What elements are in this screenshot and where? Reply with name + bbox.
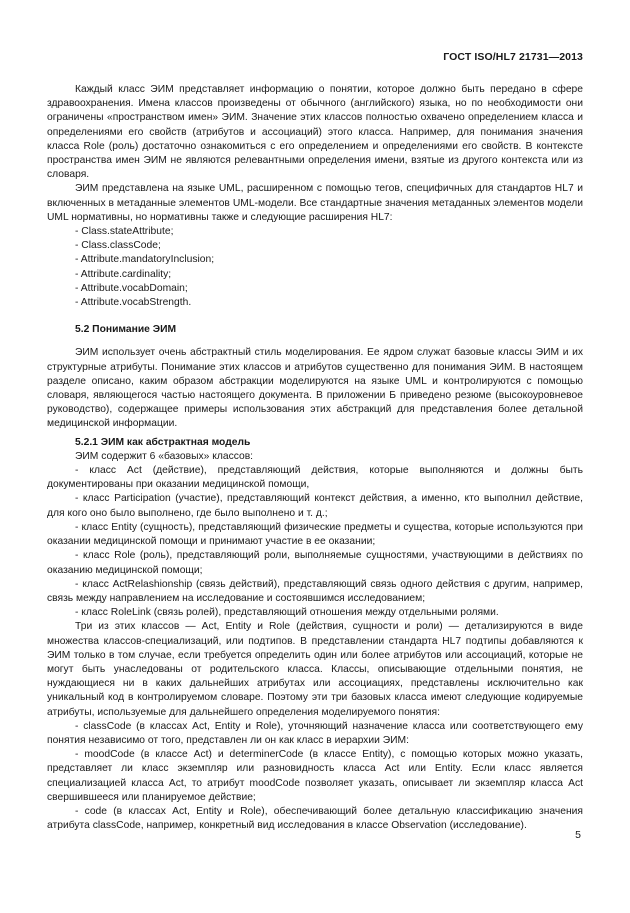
paragraph-subtypes: Три из этих классов — Act, Entity и Role (действия, сущности и роли) — детализируются в виде множества классов-специализаций, или подтипов. В представлении стандарта HL7 подтипы добавляются к ЭИМ только в том случае, если требуется определить один или более атрибутов или ассоциаций, которые не могут быть унаследованы от родительского класса. Классы, описывающие отдельными понятия, не нуждающиеся ни в каких дальнейших атрибутах или ассоциациях, представлены исключительно как уникальный код в контролируемом словаре. Поэтому эти три базовых класса имеют следующие кодируемые атрибуты, используемые для дальнейшего определения моделируемого понятия:: [47, 621, 583, 718]
list-item: - класс ActRelashionship (связь действий), представляющий связь одного действия с другим, например, связь между направлением на исследование и состоявшимся исследованием;: [47, 578, 583, 604]
list-item: - Class.stateAttribute;: [75, 226, 174, 238]
list-item: - Attribute.vocabStrength.: [75, 297, 192, 309]
list-item: - code (в классах Act, Entity и Role), обеспечивающий более детальную классификацию значения атрибута classCode, например, конкретный вид исследования в классе Observation (исследование).: [47, 805, 583, 832]
standard-header: ГОСТ ISO/HL7 21731—2013: [443, 51, 583, 63]
list-item: - класс RoleLink (связь ролей), представляющий отношения между отдельными ролями.: [75, 607, 499, 619]
paragraph-uml: ЭИМ представлена на языке UML, расширенном с помощью тегов, специфичных для стандартов HL7 и включенных в метаданные элементов UML-модели. Все стандартные значения метаданных элементов модели UML нормативны, но нормативны также и следующие расширения HL7:: [47, 183, 583, 223]
list-item: - класс Entity (сущность), представляющий физические предметы и существа, которые используются при оказании медицинской помощи и принимают участие в ее оказании;: [47, 521, 583, 548]
section-heading-5-2-1: 5.2.1 ЭИМ как абстрактная модель: [75, 436, 251, 448]
list-item: - classCode (в классах Act, Entity и Role), уточняющий назначение класса или соответствующего ему понятия независимо от того, представлен ли он как класс в иерархии ЭИМ:: [47, 720, 583, 746]
list-item: - Attribute.cardinality;: [75, 268, 172, 280]
list-item: - класс Participation (участие), представляющий контекст действия, а именно, кто выполнил действие, для кого оно было выполнено, где было выполнено и т. д.;: [47, 493, 583, 519]
list-item: - Attribute.mandatoryInclusion;: [75, 254, 215, 266]
paragraph-base-classes: ЭИМ содержит 6 «базовых» классов:: [75, 450, 254, 462]
list-item: - класс Role (роль), представляющий роли, выполняемые сущностями, участвующими в действиях по оказанию медицинской помощи;: [47, 550, 583, 576]
page-content: [47, 83, 583, 833]
list-item: - Class.classCode;: [75, 240, 161, 252]
paragraph-classes-intro: Каждый класс ЭИМ представляет информацию о понятии, которое должно быть передано в сфере здравоохранения. Имена классов произведены от обычного (английского) языка, но по необходимости они ограничены «пространством имен» ЭИМ. Значение этих классов полностью охвачено определением класса и определениями его свойств (атрибутов и ассоциаций) этого класса. Например, для понимания значения класса Role (роль) достаточно ознакомиться с его определением и определениями его свойств. В контексте пространства имен ЭИМ не являются релевантными определения имени, взятые из другого контекста или из словаря.: [47, 84, 583, 181]
list-item: - класс Act (действие), представляющий действия, которые выполняются и должны быть документированы при оказании медицинской помощи,: [47, 465, 583, 491]
page-number: 5: [575, 829, 581, 841]
section-heading-5-2: 5.2 Понимание ЭИМ: [75, 324, 177, 336]
list-item: - moodCode (в классе Act) и determinerCode (в классе Entity), с помощью которых можно указать, представляет ли класс экземпляр или разновидность класса Act или Entity. Если класс является специализацией класса Act, то атрибут moodCode позволяет указать, описывает ли экземпляр класса Act свершившееся или планируемое действие;: [47, 749, 583, 803]
list-item: - Attribute.vocabDomain;: [75, 282, 188, 294]
paragraph-abstract-style: ЭИМ использует очень абстрактный стиль моделирования. Ее ядром служат базовые классы ЭИМ и их структурные атрибуты. Понимание этих классов и атрибутов существенно для понимания ЭИМ. В настоящем разделе описано, каким образом абстракции моделируются на языке UML и контролируются с помощью словаря, являющегося частью настоящего документа. В приложении Б приведено резюме (высокоуровневое руководство), содержащее примеры использования этих абстракций для представления более детальной медицинской информации.: [47, 347, 583, 430]
